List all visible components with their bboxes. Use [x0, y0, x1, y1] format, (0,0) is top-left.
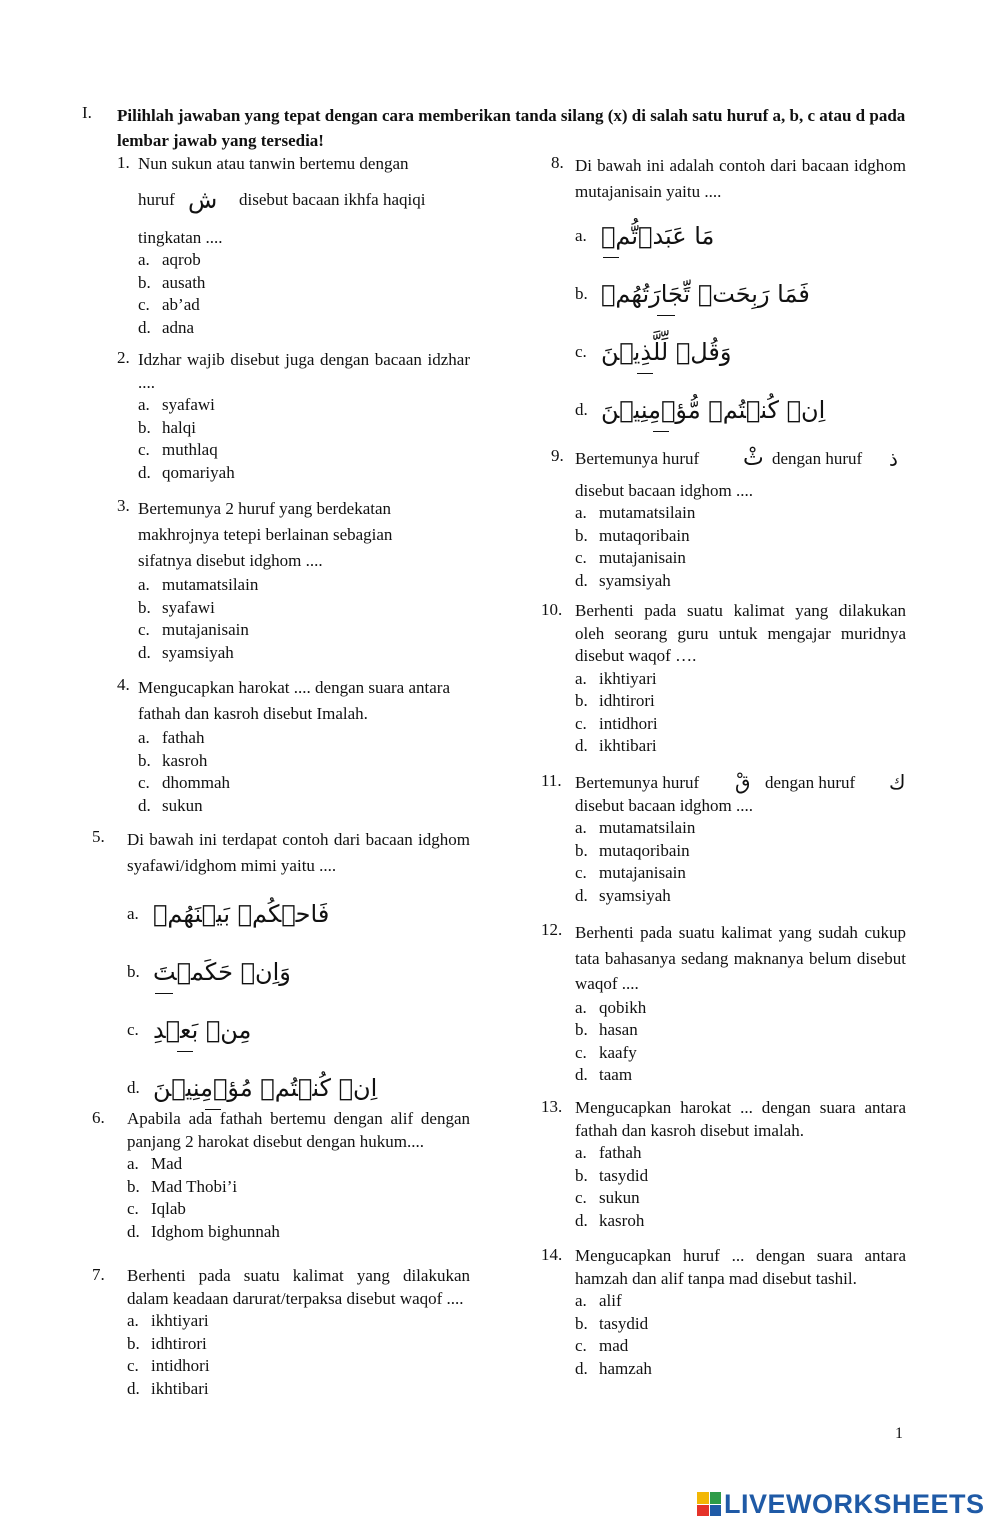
option-c[interactable]: c. mutajanisain	[575, 863, 686, 882]
question-stem: Nun sukun atau tanwin bertemu dengan	[138, 154, 409, 173]
question-5	[92, 827, 470, 1117]
question-1	[117, 153, 470, 339]
instruction-text: Pilihlah jawaban yang tepat dengan cara memberikan tanda silang (x) di salah satu huruf a, b, c atau d pada lembar jawab yang tersedia!	[117, 106, 906, 150]
arabic-option-b[interactable]: b. وَاِنۡ حَكَمۡتَ	[127, 943, 470, 1001]
question-stem: Berhenti pada suatu kalimat yang sudah cukup tata bahasanya sedang maknanya belum disebut waqof ....	[575, 923, 906, 993]
option-a[interactable]: a. ikhtiyari	[575, 668, 657, 688]
underline-mark	[657, 315, 675, 316]
arabic-option-d[interactable]: d. اِنۡ كُنۡتُمۡ مُؤۡمِنِيۡنَ	[127, 1059, 470, 1117]
option-b[interactable]: b. tasydid	[575, 1165, 649, 1185]
option-c[interactable]: c. intidhori	[575, 713, 658, 733]
question-stem: Apabila ada fathah bertemu dengan alif dengan panjang 2 harokat disebut dengan hukum....	[127, 1109, 470, 1151]
option-c[interactable]: c. Iqlab	[127, 1199, 186, 1218]
brand-name: LIVEWORKSHEETS	[724, 1488, 985, 1519]
question-6	[92, 1108, 470, 1243]
question-stem: Idzhar wajib disebut juga dengan bacaan idzhar ....	[138, 350, 470, 392]
option-c[interactable]: c. dhommah	[138, 773, 230, 792]
question-number: 4.	[117, 675, 130, 694]
question-12	[541, 920, 906, 1087]
question-number: 2.	[117, 348, 130, 367]
arabic-option-a[interactable]: a. مَا عَبَدۡتُّمۡ	[575, 207, 906, 265]
question-2	[117, 348, 470, 484]
option-a[interactable]: a. mutamatsilain	[575, 818, 696, 837]
option-b[interactable]: b. hasan	[575, 1020, 638, 1039]
question-number: 9.	[551, 446, 564, 465]
option-d[interactable]: d. syamsiyah	[138, 642, 234, 662]
logo-square-4	[710, 1505, 722, 1517]
option-a[interactable]: a. qobikh	[575, 997, 647, 1017]
option-b[interactable]: b. kasroh	[138, 750, 208, 770]
underline-mark	[177, 1051, 193, 1052]
underline-mark	[653, 431, 669, 432]
option-b[interactable]: b. idhtirori	[127, 1333, 207, 1353]
option-b[interactable]: b. idhtirori	[575, 691, 655, 710]
question-number: 6.	[92, 1108, 105, 1127]
option-a[interactable]: a. Mad	[127, 1154, 183, 1173]
option-d[interactable]: d. ikhtibari	[127, 1378, 209, 1398]
question-stem: Bertemunya 2 huruf yang berdekatan makhrojnya tetepi berlainan sebagian sifatnya disebut idghom ....	[138, 499, 393, 570]
option-c[interactable]: c. mutajanisain	[575, 548, 686, 567]
question-stem: Di bawah ini adalah contoh dari bacaan idghom mutajanisain yaitu ....	[575, 156, 906, 201]
option-c[interactable]: c. kaafy	[575, 1042, 637, 1062]
arabic-option-c[interactable]: c. وَقُلۡ لِّلَّذِيۡنَ	[575, 323, 906, 381]
question-7	[92, 1265, 470, 1400]
option-c[interactable]: c. intidhori	[127, 1356, 210, 1375]
arabic-option-b[interactable]: b. فَمَا رَبِحَتۡ تِّجَارَتُهُمۡ	[575, 265, 906, 323]
question-number: 14.	[541, 1245, 563, 1264]
question-8	[551, 153, 906, 439]
question-stem-line: Bertemunya huruf قْ dengan huruf ك	[575, 770, 906, 794]
question-11	[541, 771, 906, 907]
question-9	[551, 446, 906, 592]
arabic-letter-dzal: ذ	[889, 447, 898, 471]
option-b[interactable]: b. mutaqoribain	[575, 525, 690, 545]
option-d[interactable]: d. taam	[575, 1065, 633, 1084]
option-a[interactable]: a. syafawi	[138, 395, 215, 414]
question-number: 11.	[541, 771, 562, 790]
arabic-letter-qaf: قْ	[735, 770, 751, 794]
question-13	[541, 1097, 906, 1232]
option-b[interactable]: b. syafawi	[138, 597, 215, 617]
liveworksheets-icon	[697, 1492, 721, 1516]
question-number: 3.	[117, 496, 130, 515]
option-a[interactable]: a. mutamatsilain	[575, 503, 696, 522]
question-3	[117, 496, 437, 664]
question-number: 12.	[541, 920, 563, 939]
option-c[interactable]: c. mad	[575, 1336, 629, 1355]
section-number: I.	[82, 103, 92, 122]
option-d[interactable]: d. adna	[138, 317, 195, 337]
arabic-option-d[interactable]: d. اِنۡ كُنۡتُمۡ مُّؤۡمِنِيۡنَ	[575, 381, 906, 439]
question-number: 8.	[551, 153, 564, 172]
question-stem-line: huruf ش disebut bacaan ikhfa haqiqi	[138, 181, 470, 219]
arabic-option-a[interactable]: a. فَاحۡكُمۡ بَيۡنَهُمۡ	[127, 900, 330, 928]
arabic-option-c[interactable]: c. مِنۡ بَعۡدِ	[127, 1001, 470, 1059]
question-number: 13.	[541, 1097, 563, 1116]
option-c[interactable]: c. sukun	[575, 1188, 640, 1207]
question-stem: Mengucapkan huruf ... dengan suara antara hamzah dan alif tanpa mad disebut tashil.	[575, 1246, 906, 1288]
option-b[interactable]: b. mutaqoribain	[575, 840, 690, 860]
question-14	[541, 1245, 906, 1380]
underline-mark	[155, 993, 173, 994]
question-stem: Mengucapkan harokat .... dengan suara antara fathah dan kasroh disebut Imalah.	[138, 678, 451, 723]
option-a[interactable]: a. mutamatsilain	[138, 575, 259, 594]
option-a[interactable]: a. alif	[575, 1291, 622, 1310]
question-stem-line: Bertemunya huruf ثْ dengan huruf ذ	[575, 446, 898, 471]
option-d[interactable]: d. syamsiyah	[575, 885, 671, 905]
logo-square-1	[697, 1492, 709, 1504]
option-a[interactable]: a. ikhtiyari	[127, 1311, 209, 1330]
underline-mark	[637, 373, 653, 374]
question-4	[117, 675, 457, 817]
logo-square-3	[697, 1505, 709, 1517]
option-d[interactable]: d. Idghom bighunnah	[127, 1221, 280, 1241]
option-d[interactable]: d. ikhtibari	[575, 736, 657, 755]
option-d[interactable]: d. qomariyah	[138, 462, 235, 482]
option-c[interactable]: c. mutajanisain	[138, 620, 249, 639]
question-stem-tail: tingkatan ....	[138, 228, 223, 247]
question-number: 5.	[92, 827, 105, 846]
option-d[interactable]: d. sukun	[138, 795, 203, 815]
question-stem-tail: disebut bacaan idghom ....	[575, 796, 753, 815]
question-stem-tail: disebut bacaan idghom ....	[575, 481, 753, 500]
question-number: 10.	[541, 600, 563, 619]
option-a[interactable]: a. fathah	[138, 728, 205, 747]
arabic-letter-tsa: ثْ	[743, 446, 764, 471]
question-stem: Mengucapkan harokat ... dengan suara antara fathah dan kasroh disebut imalah.	[575, 1098, 906, 1140]
question-stem: Di bawah ini terdapat contoh dari bacaan idghom syafawi/idghom mimi yaitu ....	[127, 830, 470, 875]
option-d[interactable]: d. kasroh	[575, 1210, 645, 1230]
liveworksheets-logo	[697, 1490, 985, 1518]
option-b[interactable]: b. tasydid	[575, 1313, 649, 1333]
question-stem: Berhenti pada suatu kalimat yang dilakukan oleh seorang guru untuk mengajar muridnya disebut waqof ….	[575, 601, 906, 665]
option-c[interactable]: c. ab’ad	[138, 295, 200, 314]
underline-mark	[603, 257, 619, 258]
option-d[interactable]: d. syamsiyah	[575, 570, 671, 590]
option-b[interactable]: b. ausath	[138, 272, 206, 292]
option-a[interactable]: a. aqrob	[138, 250, 201, 269]
question-number: 1.	[117, 153, 130, 172]
arabic-letter-syin: ش	[188, 186, 218, 214]
option-b[interactable]: b. Mad Thobi’i	[127, 1176, 238, 1196]
page-number: 1	[895, 1425, 903, 1442]
option-a[interactable]: a. fathah	[575, 1143, 642, 1162]
option-d[interactable]: d. hamzah	[575, 1358, 652, 1378]
question-10	[541, 600, 906, 758]
question-stem: Berhenti pada suatu kalimat yang dilakukan dalam keadaan darurat/terpaksa disebut waqof ....	[127, 1266, 470, 1308]
arabic-letter-kaf: ك	[889, 770, 906, 794]
logo-square-2	[710, 1492, 722, 1504]
question-number: 7.	[92, 1265, 105, 1284]
option-c[interactable]: c. muthlaq	[138, 440, 218, 459]
option-b[interactable]: b. halqi	[138, 417, 196, 437]
